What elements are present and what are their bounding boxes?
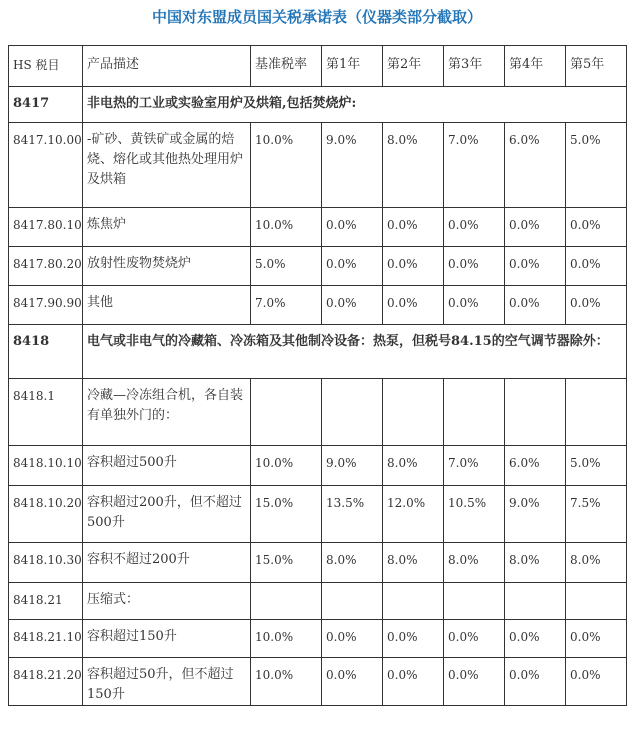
table-row bbox=[9, 325, 627, 379]
hs-code-cell: 8418.10.10 bbox=[9, 446, 83, 486]
year-1-rate-cell: 9.0% bbox=[322, 123, 383, 208]
year-2-rate-cell: 12.0% bbox=[383, 486, 444, 543]
description-cell: 容积超过500升 bbox=[83, 446, 251, 486]
year-1-rate-cell: 0.0% bbox=[322, 658, 383, 706]
year-3-rate-cell: 7.0% bbox=[444, 446, 505, 486]
year-1-rate-cell bbox=[322, 583, 383, 620]
year-5-rate-cell: 0.0% bbox=[566, 620, 627, 658]
table-row bbox=[9, 583, 627, 620]
hs-code-cell: 8418.21 bbox=[9, 583, 83, 620]
hs-code-cell: 8417.90.90 bbox=[9, 286, 83, 325]
year-3-rate-cell: 7.0% bbox=[444, 123, 505, 208]
base-rate-cell: 5.0% bbox=[251, 247, 322, 286]
year-4-rate-cell: 6.0% bbox=[505, 446, 566, 486]
header-year-4: 第4年 bbox=[505, 46, 566, 87]
year-3-rate-cell: 0.0% bbox=[444, 286, 505, 325]
table-row bbox=[9, 208, 627, 247]
year-3-rate-cell: 0.0% bbox=[444, 208, 505, 247]
description-cell: 压缩式： bbox=[83, 583, 251, 620]
year-3-rate-cell: 0.0% bbox=[444, 247, 505, 286]
year-2-rate-cell: 0.0% bbox=[383, 286, 444, 325]
year-1-rate-cell: 13.5% bbox=[322, 486, 383, 543]
table-row bbox=[9, 446, 627, 486]
header-hs-code: HS 税目 bbox=[9, 46, 83, 87]
year-1-rate-cell: 0.0% bbox=[322, 286, 383, 325]
table-row bbox=[9, 123, 627, 208]
header-year-2: 第2年 bbox=[383, 46, 444, 87]
base-rate-cell: 10.0% bbox=[251, 123, 322, 208]
description-cell: 其他 bbox=[83, 286, 251, 325]
year-4-rate-cell: 0.0% bbox=[505, 208, 566, 247]
hs-code-cell: 8417.80.20 bbox=[9, 247, 83, 286]
year-2-rate-cell: 8.0% bbox=[383, 543, 444, 583]
description-cell: 冷藏—冷冻组合机，各自装有单独外门的： bbox=[83, 379, 251, 446]
table-row bbox=[9, 486, 627, 543]
year-4-rate-cell: 0.0% bbox=[505, 658, 566, 706]
section-description-cell: 电气或非电气的冷藏箱、冷冻箱及其他制冷设备：热泵，但税号84.15的空气调节器除外： bbox=[83, 325, 627, 379]
year-3-rate-cell bbox=[444, 583, 505, 620]
year-5-rate-cell bbox=[566, 379, 627, 446]
year-3-rate-cell: 0.0% bbox=[444, 620, 505, 658]
year-3-rate-cell: 10.5% bbox=[444, 486, 505, 543]
year-2-rate-cell bbox=[383, 583, 444, 620]
hs-code-cell: 8417.80.10 bbox=[9, 208, 83, 247]
year-5-rate-cell: 5.0% bbox=[566, 446, 627, 486]
hs-code-cell: 8418.10.20 bbox=[9, 486, 83, 543]
tariff-table bbox=[8, 45, 627, 706]
year-4-rate-cell bbox=[505, 583, 566, 620]
base-rate-cell: 10.0% bbox=[251, 208, 322, 247]
base-rate-cell bbox=[251, 583, 322, 620]
year-2-rate-cell: 0.0% bbox=[383, 247, 444, 286]
year-5-rate-cell: 0.0% bbox=[566, 247, 627, 286]
header-base-rate: 基准税率 bbox=[251, 46, 322, 87]
base-rate-cell: 10.0% bbox=[251, 658, 322, 706]
description-cell: 容积不超过200升 bbox=[83, 543, 251, 583]
header-year-5: 第5年 bbox=[566, 46, 627, 87]
table-row bbox=[9, 286, 627, 325]
year-3-rate-cell: 8.0% bbox=[444, 543, 505, 583]
table-row bbox=[9, 658, 627, 706]
hs-code-cell: 8418.1 bbox=[9, 379, 83, 446]
hs-code-cell: 8418.10.30 bbox=[9, 543, 83, 583]
header-description: 产品描述 bbox=[83, 46, 251, 87]
year-1-rate-cell bbox=[322, 379, 383, 446]
year-4-rate-cell: 8.0% bbox=[505, 543, 566, 583]
table-row bbox=[9, 87, 627, 123]
year-5-rate-cell: 0.0% bbox=[566, 286, 627, 325]
year-4-rate-cell: 0.0% bbox=[505, 620, 566, 658]
year-2-rate-cell: 0.0% bbox=[383, 620, 444, 658]
year-3-rate-cell bbox=[444, 379, 505, 446]
hs-code-cell: 8418.21.20 bbox=[9, 658, 83, 706]
year-5-rate-cell: 0.0% bbox=[566, 208, 627, 247]
table-row bbox=[9, 379, 627, 446]
year-2-rate-cell: 0.0% bbox=[383, 208, 444, 247]
description-cell: 容积超过200升，但不超过500升 bbox=[83, 486, 251, 543]
hs-code-cell: 8418.21.10 bbox=[9, 620, 83, 658]
hs-code-cell: 8417.10.00 bbox=[9, 123, 83, 208]
header-year-3: 第3年 bbox=[444, 46, 505, 87]
year-5-rate-cell: 8.0% bbox=[566, 543, 627, 583]
year-3-rate-cell: 0.0% bbox=[444, 658, 505, 706]
table-row bbox=[9, 620, 627, 658]
description-cell: 放射性废物焚烧炉 bbox=[83, 247, 251, 286]
year-2-rate-cell: 8.0% bbox=[383, 123, 444, 208]
description-cell: 炼焦炉 bbox=[83, 208, 251, 247]
year-1-rate-cell: 9.0% bbox=[322, 446, 383, 486]
base-rate-cell: 15.0% bbox=[251, 486, 322, 543]
description-cell: 容积超过50升，但不超过150升 bbox=[83, 658, 251, 706]
section-description-cell: 非电热的工业或实验室用炉及烘箱,包括焚烧炉: bbox=[83, 87, 627, 123]
table-row bbox=[9, 543, 627, 583]
year-5-rate-cell: 7.5% bbox=[566, 486, 627, 543]
year-1-rate-cell: 8.0% bbox=[322, 543, 383, 583]
base-rate-cell: 10.0% bbox=[251, 446, 322, 486]
year-2-rate-cell: 8.0% bbox=[383, 446, 444, 486]
description-cell: 容积超过150升 bbox=[83, 620, 251, 658]
year-2-rate-cell bbox=[383, 379, 444, 446]
year-5-rate-cell bbox=[566, 583, 627, 620]
year-4-rate-cell: 0.0% bbox=[505, 247, 566, 286]
base-rate-cell: 10.0% bbox=[251, 620, 322, 658]
base-rate-cell: 7.0% bbox=[251, 286, 322, 325]
base-rate-cell: 15.0% bbox=[251, 543, 322, 583]
year-4-rate-cell bbox=[505, 379, 566, 446]
year-5-rate-cell: 5.0% bbox=[566, 123, 627, 208]
page-title: 中国对东盟成员国关税承诺表（仪器类部分截取） bbox=[151, 8, 482, 26]
table-header-row bbox=[9, 46, 627, 87]
hs-code-cell: 8418 bbox=[9, 325, 83, 379]
table-row bbox=[9, 247, 627, 286]
year-4-rate-cell: 6.0% bbox=[505, 123, 566, 208]
year-4-rate-cell: 0.0% bbox=[505, 286, 566, 325]
header-year-1: 第1年 bbox=[322, 46, 383, 87]
year-5-rate-cell: 0.0% bbox=[566, 658, 627, 706]
base-rate-cell bbox=[251, 379, 322, 446]
year-2-rate-cell: 0.0% bbox=[383, 658, 444, 706]
description-cell: -矿砂、黄铁矿或金属的焙烧、熔化或其他热处理用炉及烘箱 bbox=[83, 123, 251, 208]
year-1-rate-cell: 0.0% bbox=[322, 208, 383, 247]
year-1-rate-cell: 0.0% bbox=[322, 247, 383, 286]
year-1-rate-cell: 0.0% bbox=[322, 620, 383, 658]
hs-code-cell: 8417 bbox=[9, 87, 83, 123]
year-4-rate-cell: 9.0% bbox=[505, 486, 566, 543]
